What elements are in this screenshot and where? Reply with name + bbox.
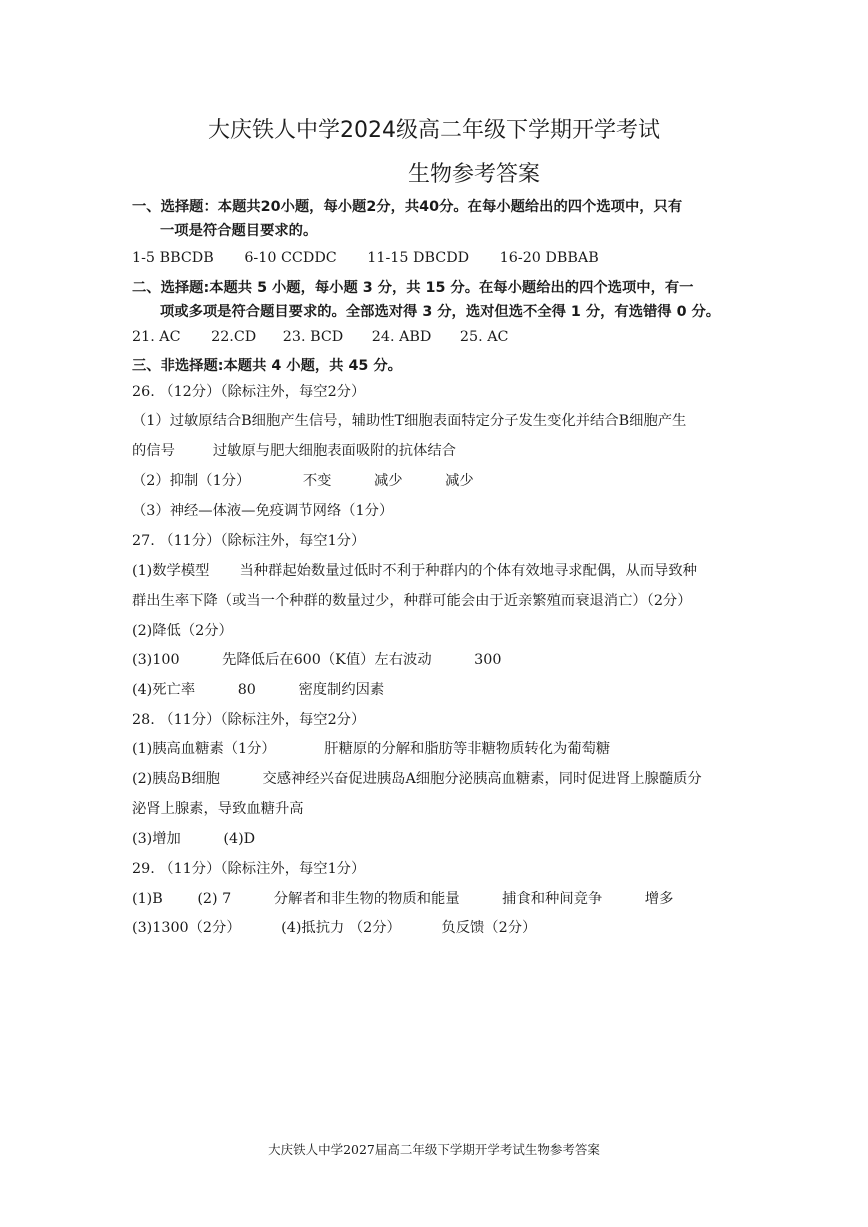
answer-group: 11-15 DBCDD xyxy=(367,250,470,266)
q26-answer1-line1: （1）过敏原结合B细胞产生信号，辅助性T细胞表面特定分子发生变化并结合B细胞产生 xyxy=(132,413,687,429)
answer-item: 25. AC xyxy=(459,329,509,345)
page-title: 大庆铁人中学2024级高二年级下学期开学考试 xyxy=(208,118,660,143)
answer-group: 16-20 DBBAB xyxy=(499,250,599,266)
answer-item: 23. BCD xyxy=(282,329,344,345)
page-footer: 大庆铁人中学2027届高二年级下学期开学考试生物参考答案 xyxy=(268,1142,600,1157)
q29-header: 29. （11分）（除标注外，每空1分） xyxy=(132,861,366,877)
q29-answer1: (1)B (2) 7 分解者和非生物的物质和能量 捕食和种间竞争 增多 xyxy=(132,891,674,907)
q27-answer1-line2: 群出生率下降（或当一个种群的数量过少，种群可能会由于近亲繁殖而衰退消亡）（2分） xyxy=(132,593,692,609)
q26-answer3: （3）神经—体液—免疫调节网络（1分） xyxy=(132,503,394,519)
section2-heading-line1: 二、选择题:本题共 5 小题，每小题 3 分，共 15 分。在每小题给出的四个选项中，有一 xyxy=(132,280,694,296)
section1-heading-line2: 一项是符合题目要求的。 xyxy=(160,223,318,239)
answer-item: 21. AC xyxy=(132,329,181,345)
section2-heading-line2: 项或多项是符合题目要求的。全部选对得 3 分，选对但选不全得 1 分，有选错得 0 分。 xyxy=(160,304,721,320)
q28-answer1: (1)胰高血糖素（1分） 肝糖原的分解和脂肪等非糖物质转化为葡萄糖 xyxy=(132,741,611,757)
answer-group: 1-5 BBCDB xyxy=(132,250,214,266)
q27-answer2: (2)降低（2分） xyxy=(132,623,233,639)
q28-answer2-line1: (2)胰岛B细胞 交感神经兴奋促进胰岛A细胞分泌胰高血糖素，同时促进肾上腺髓质分 xyxy=(132,771,702,787)
q27-answer3: (3)100 先降低后在600（K值）左右波动 300 xyxy=(132,652,502,668)
q27-header: 27. （11分）（除标注外，每空1分） xyxy=(132,533,366,549)
answer-item: 24. ABD xyxy=(371,329,432,345)
q27-answer4: (4)死亡率 80 密度制约因素 xyxy=(132,682,385,698)
q29-answer2: (3)1300（2分） (4)抵抗力 （2分） 负反馈（2分） xyxy=(132,920,537,936)
q27-answer1-line1: (1)数学模型 当种群起始数量过低时不利于种群内的个体有效地寻求配偶，从而导致种 xyxy=(132,563,697,579)
section2-answers xyxy=(132,327,508,347)
answer-item: 22.CD xyxy=(211,329,257,345)
page-subtitle: 生物参考答案 xyxy=(407,162,540,187)
section1-heading-line1: 一、选择题：本题共20小题，每小题2分，共40分。在每小题给出的四个选项中，只有 xyxy=(132,199,683,215)
q26-header: 26. （12分）（除标注外，每空2分） xyxy=(132,384,366,400)
q28-answer2-line2: 泌肾上腺素，导致血糖升高 xyxy=(132,801,304,817)
q26-answer1-line2: 的信号 过敏原与肥大细胞表面吸附的抗体结合 xyxy=(132,443,456,459)
q28-answer3-4: (3)增加 (4)D xyxy=(132,831,256,847)
section1-answers xyxy=(132,248,599,268)
section3-heading: 三、非选择题:本题共 4 小题，共 45 分。 xyxy=(132,358,402,374)
q26-answer2: （2）抑制（1分） 不变 减少 减少 xyxy=(132,473,474,489)
answer-group: 6-10 CCDDC xyxy=(244,250,337,266)
q28-header: 28. （11分）（除标注外，每空2分） xyxy=(132,712,366,728)
